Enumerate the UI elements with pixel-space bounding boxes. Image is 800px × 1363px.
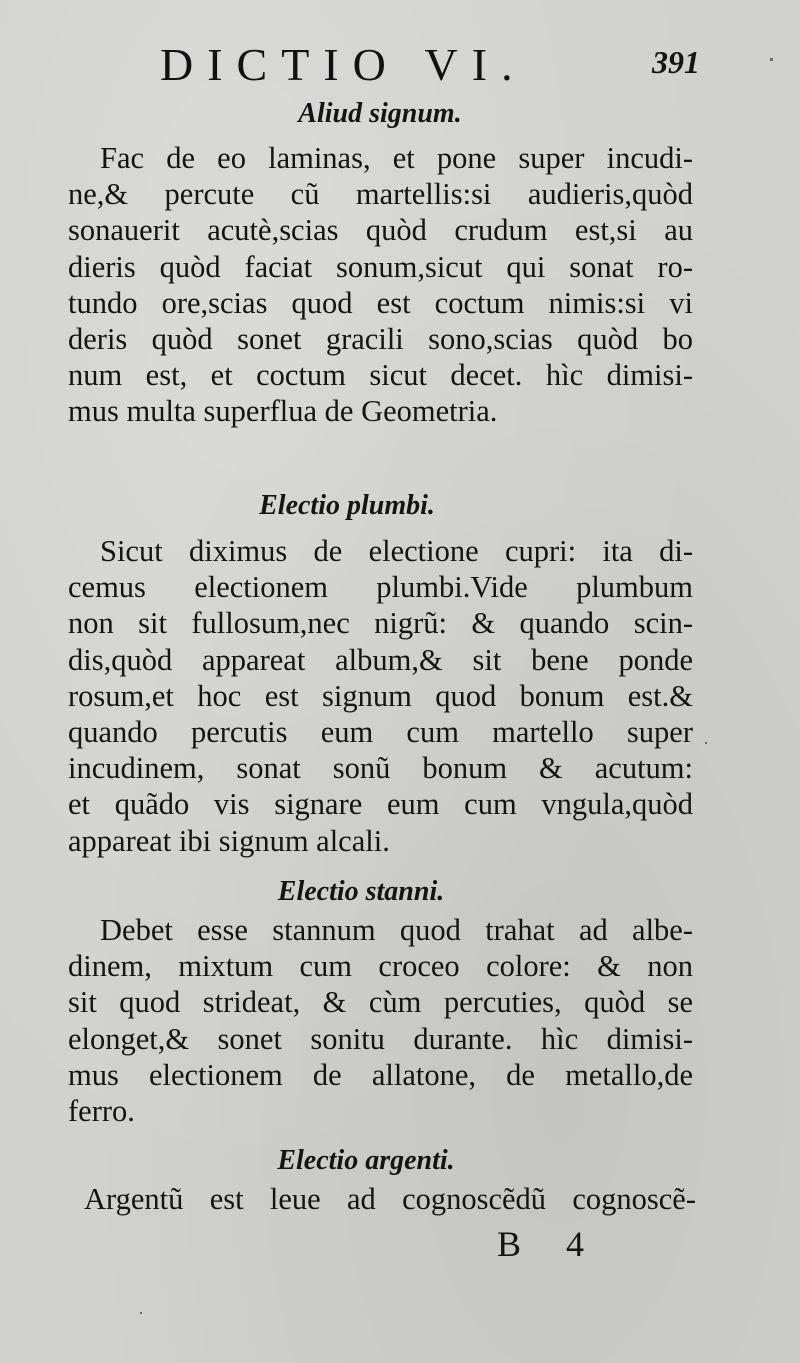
section-heading: Electio plumbi.	[259, 490, 435, 521]
text-line: quando percutis eum cum martello super	[68, 715, 693, 750]
text-line: elonget,& sonet sonitu durante. hìc dimisi-	[68, 1021, 693, 1056]
text-line: Debet esse stannum quod trahat ad albe-	[100, 913, 693, 947]
text-line: rosum,et hoc est signum quod bonum est.&	[68, 678, 693, 713]
text-line: dis,quòd appareat album,& sit bene ponde	[68, 642, 693, 677]
paragraph	[68, 533, 693, 859]
paragraph	[68, 912, 693, 1129]
text-line: cemus electionem plumbi.Vide plumbum	[68, 570, 693, 605]
text-line: num est, et coctum sicut decet. hìc dimisi-	[68, 358, 693, 393]
text-line: sonauerit acutè,scias quòd crudum est,si au	[68, 213, 693, 248]
text-line: sit quod strideat, & cùm percuties, quòd se	[68, 985, 693, 1020]
section-heading: Electio argenti.	[277, 1145, 455, 1176]
text-line: dieris quòd faciat sonum,sicut qui sonat ro-	[68, 249, 693, 284]
text-line: ne,& percute cũ martellis:si audieris,quòd	[68, 177, 693, 212]
text-line: et quãdo vis signare eum cum vngula,quòd	[68, 787, 693, 822]
text-line: non sit fullosum,nec nigrũ: & quando scin-	[68, 606, 693, 641]
text-line: appareat ibi signum alcali.	[68, 823, 390, 858]
page-header	[150, 38, 710, 88]
running-head: DICTIO VI.	[160, 39, 527, 90]
section-heading: Aliud signum.	[298, 98, 462, 129]
text-line: Fac de eo laminas, et pone super incudi-	[100, 141, 693, 175]
text-line: mus multa superflua de Geometria.	[68, 394, 498, 429]
text-line: mus electionem de allatone, de metallo,de	[68, 1057, 693, 1092]
ink-speck	[770, 58, 773, 61]
text-line: dinem, mixtum cum croceo colore: & non	[68, 949, 693, 984]
text-line: incudinem, sonat sonũ bonum & acutum:	[68, 751, 693, 786]
ink-speck	[705, 742, 707, 744]
paragraph	[84, 1181, 696, 1217]
text-line: deris quòd sonet gracili sono,scias quòd bo	[68, 322, 693, 357]
ink-speck	[140, 1312, 142, 1314]
section-heading: Electio stanni.	[277, 876, 445, 907]
page-number: 391	[652, 44, 700, 80]
text-line: ferro.	[68, 1094, 135, 1129]
paragraph	[68, 140, 693, 430]
signature-mark: B 4	[497, 1224, 603, 1264]
text-line: Argentũ est leue ad cognoscẽdũ cognoscẽ-	[84, 1182, 696, 1216]
text-line: Sicut diximus de electione cupri: ita di-	[100, 534, 693, 568]
text-line: tundo ore,scias quod est coctum nimis:si vi	[68, 285, 693, 320]
